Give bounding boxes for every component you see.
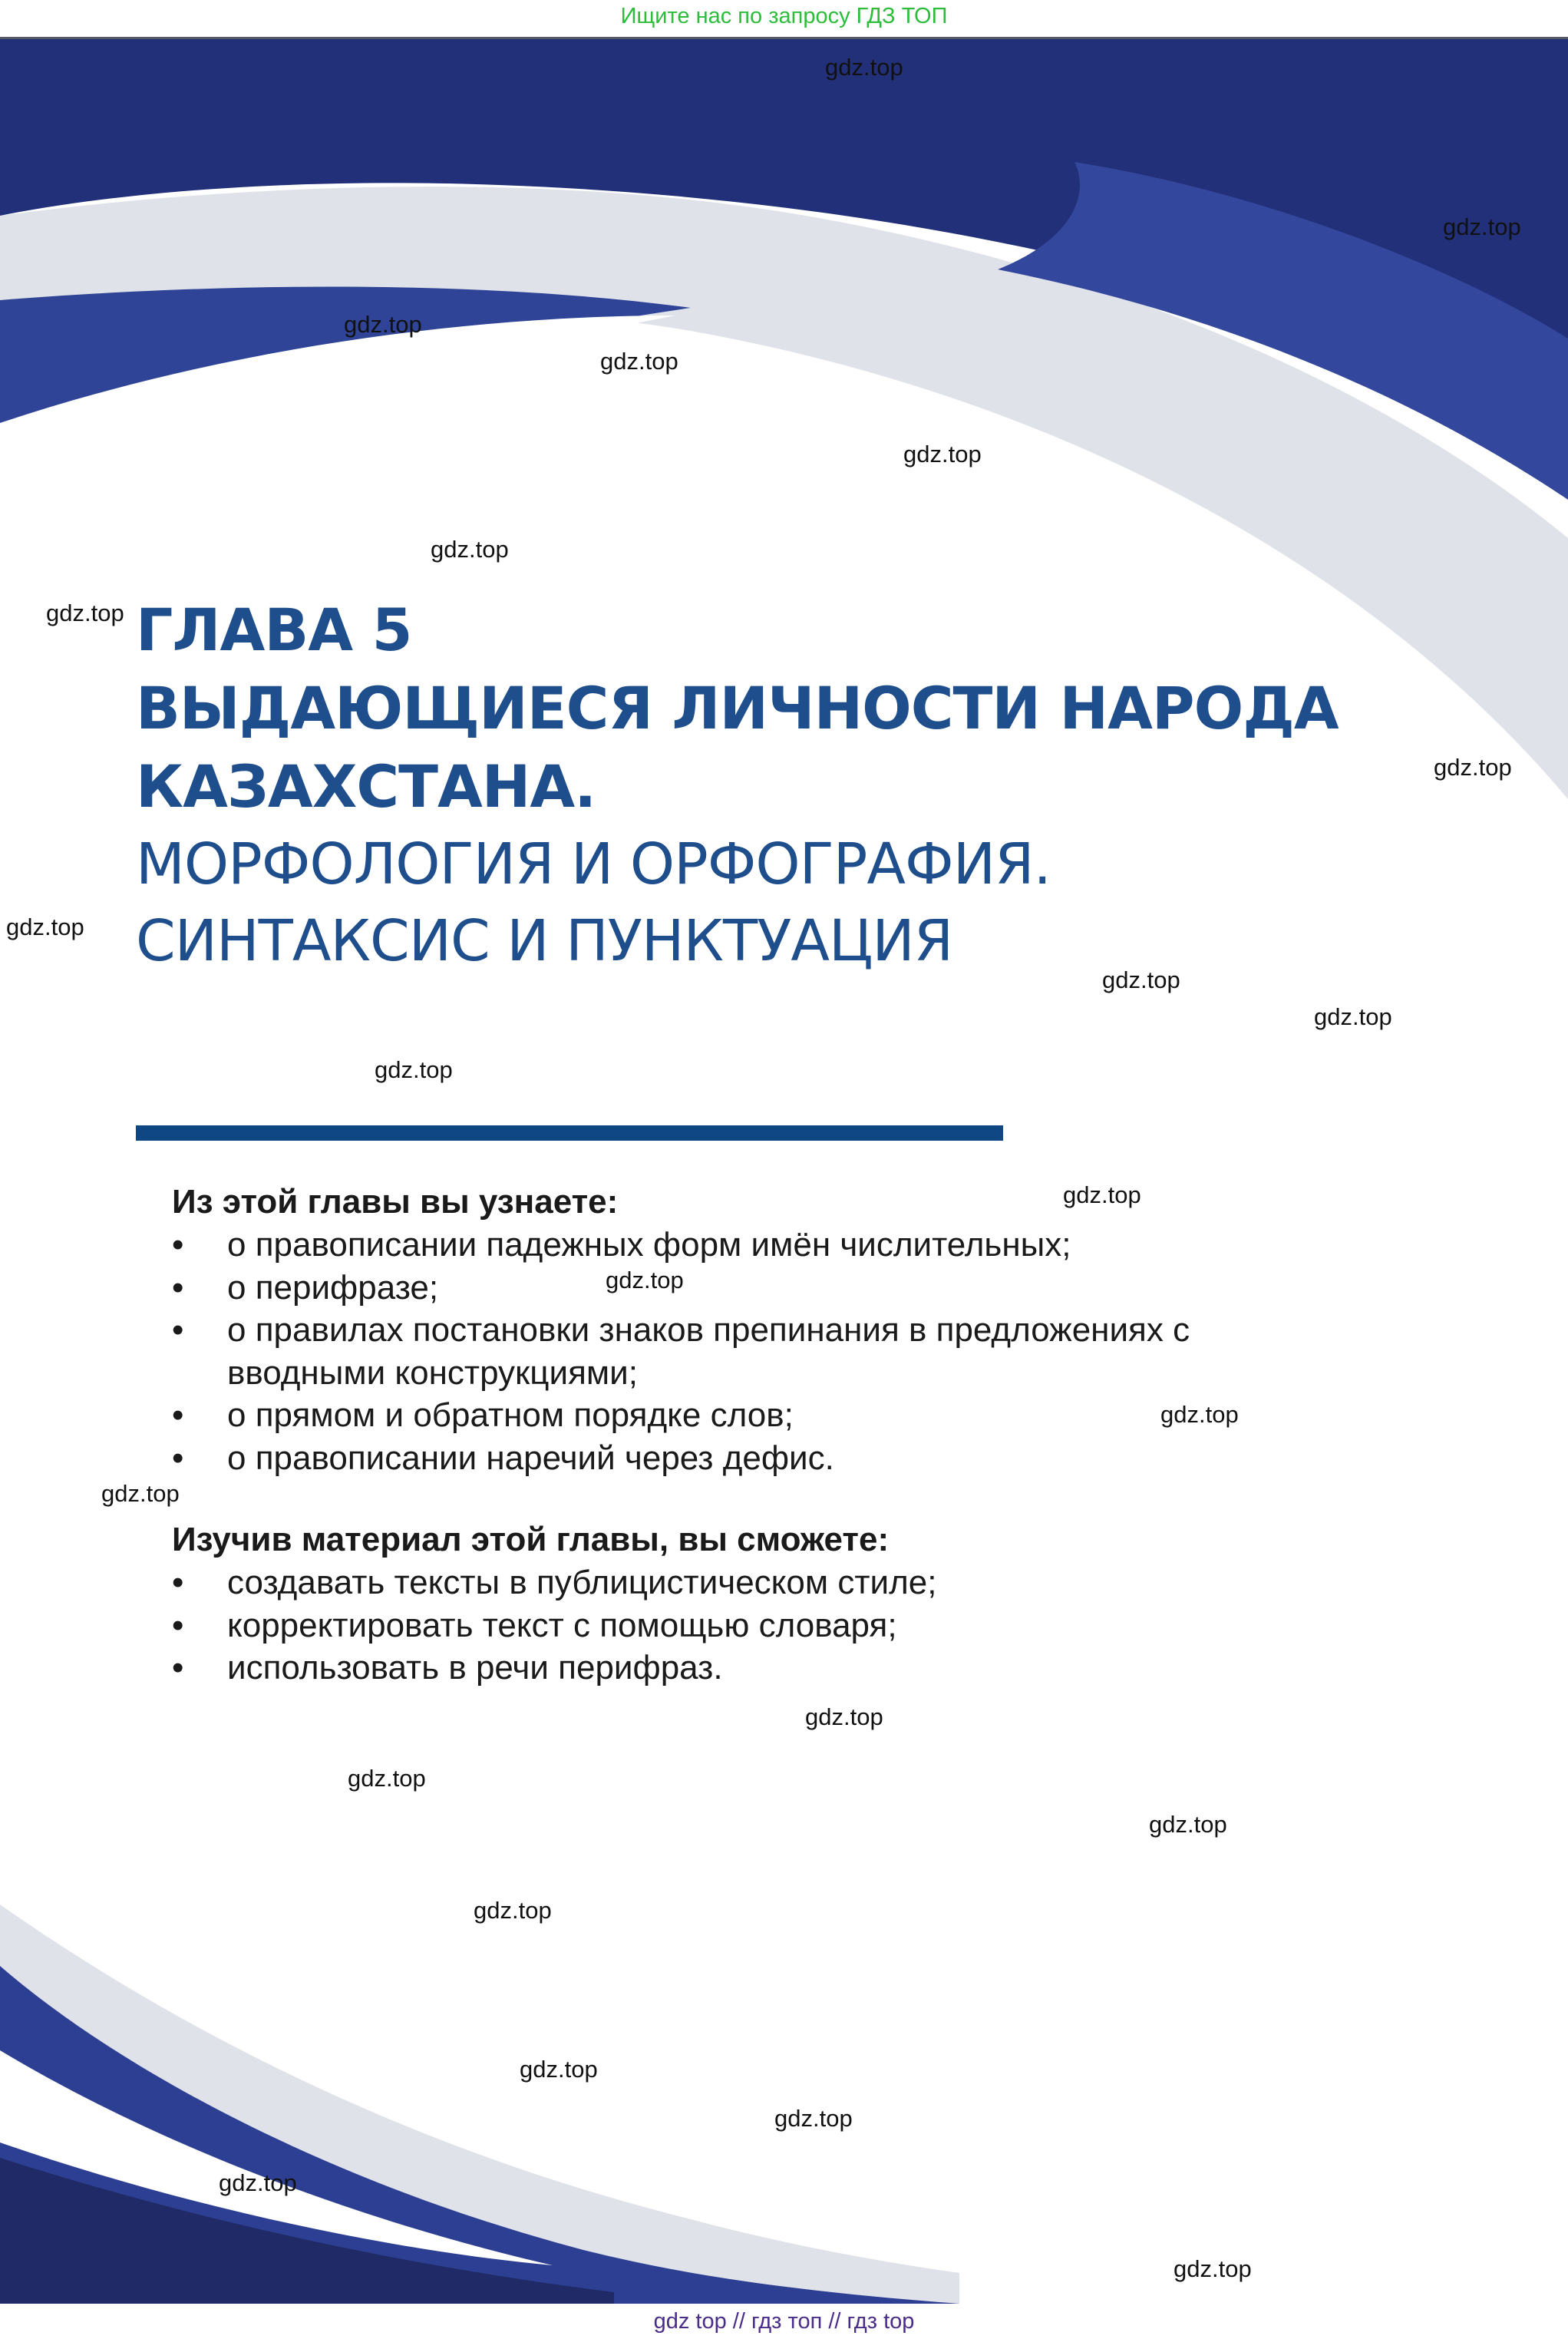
bullet-icon: • [172,1606,184,1644]
chapter-heading [136,591,1517,980]
watermark: gdz.top [606,1267,684,1293]
bullet-icon: • [172,1396,184,1434]
watermark: gdz.top [344,311,422,338]
watermark: gdz.top [774,2105,853,2132]
list-item: • о перифразе; [172,1267,1323,1310]
bullet-icon: • [172,1268,184,1307]
chapter-subtitle-line-2: СИНТАКСИС И ПУНКТУАЦИЯ [136,908,953,974]
watermark: gdz.top [825,54,903,81]
watermark: gdz.top [1434,754,1512,781]
watermark: gdz.top [1102,966,1180,993]
bullet-icon: • [172,1649,184,1687]
decorative-swooshes [0,39,1568,2304]
watermark: gdz.top [101,1480,180,1507]
watermark: gdz.top [6,913,84,940]
able-section [172,1518,1323,1690]
chapter-title-line-1: ВЫДАЮЩИЕСЯ ЛИЧНОСТИ НАРОДА [136,674,1339,742]
list-item: • использовать в речи перифраз. [172,1647,1323,1690]
list-item: • о правилах постановки знаков препинания в предложениях с вводными конструкциями; [172,1309,1263,1394]
watermark: gdz.top [1149,1811,1227,1838]
watermark: gdz.top [348,1765,426,1792]
watermark: gdz.top [520,2056,598,2083]
able-list [172,1561,1323,1690]
list-item: • корректировать текст с помощью словаря; [172,1604,1323,1647]
list-item: • о правописании наречий через дефис. [172,1437,1323,1480]
watermark: gdz.top [375,1056,453,1083]
watermark: gdz.top [1160,1401,1239,1428]
bullet-icon: • [172,1564,184,1601]
able-section-title: Изучив материал этой главы, вы сможете: [172,1521,890,1558]
bullet-icon: • [172,1311,184,1349]
chapter-title-line-2: КАЗАХСТАНА. [136,752,596,821]
list-item: • о прямом и обратном порядке слов; [172,1394,1323,1437]
watermark: gdz.top [1314,1003,1392,1030]
bullet-icon: • [172,1226,184,1264]
watermark: gdz.top [219,2169,297,2196]
list-item: • создавать тексты в публицистическом стиле; [172,1561,1323,1604]
heading-divider [136,1125,1003,1141]
list-item: • о правописании падежных форм имён числительных; [172,1224,1323,1267]
bullet-icon: • [172,1439,184,1477]
learn-section [172,1181,1323,1479]
learn-section-title: Из этой главы вы узнаете: [172,1183,619,1221]
watermark: gdz.top [600,348,678,375]
watermark: gdz.top [805,1703,883,1730]
top-banner: Ищите нас по запросу ГДЗ ТОП [0,0,1568,39]
learn-list [172,1224,1323,1479]
watermark: gdz.top [903,441,982,467]
bottom-banner: gdz top // гдз топ // гдз top [0,2304,1568,2339]
watermark: gdz.top [431,536,509,563]
watermark: gdz.top [1063,1181,1141,1208]
watermark: gdz.top [474,1897,552,1924]
watermark: gdz.top [46,600,124,626]
chapter-subtitle-line-1: МОРФОЛОГИЯ И ОРФОГРАФИЯ. [136,831,1051,897]
watermark: gdz.top [1174,2255,1252,2282]
chapter-number: ГЛАВА 5 [136,596,412,664]
watermark: gdz.top [1443,213,1521,240]
